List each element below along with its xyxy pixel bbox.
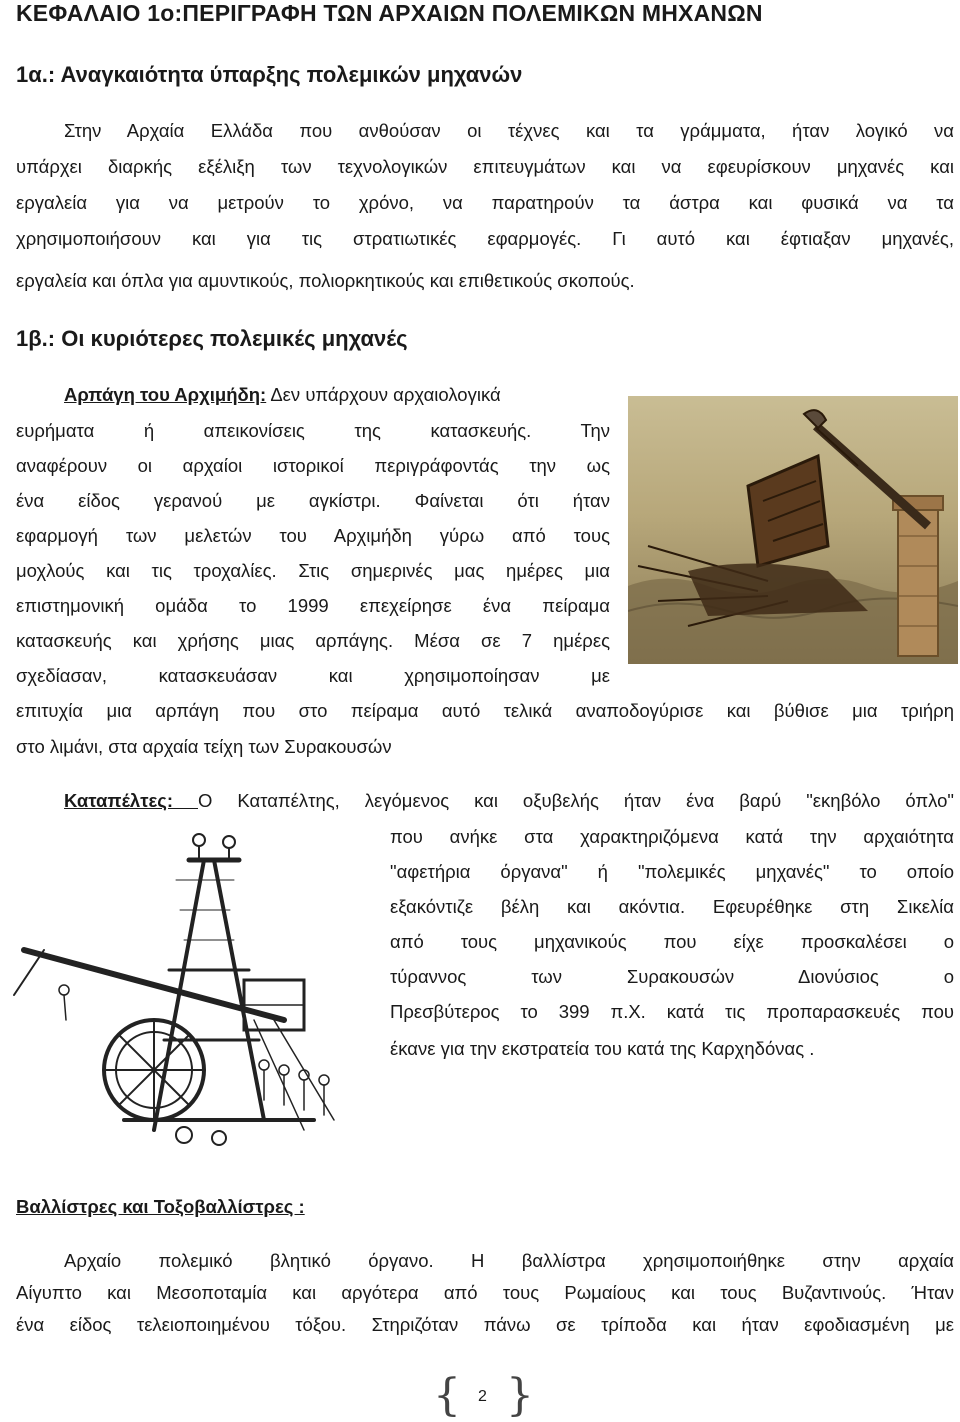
ballista-heading	[16, 1196, 305, 1218]
claw-line: στο λιμάνι, στα αρχαία τείχη των Συρακουσών	[16, 736, 392, 757]
catapult-line: που ανήκε στα χαρακτηριζόμενα κατά την αρχαιότητα	[390, 826, 954, 847]
claw-line: αναφέρουν οι αρχαίοι ιστορικοί περιγράφοντάς την ως	[16, 455, 610, 476]
claw-term: Αρπάγη του Αρχιμήδη:	[64, 384, 267, 405]
claw-line: μοχλούς και τις τροχαλίες. Στις σημερινές μας ημέρες μια	[16, 560, 610, 581]
catapult-line: τύραννος των Συρακουσών Διονύσιος ο	[390, 966, 954, 987]
chapter-title: ΚΕΦΑΛΑΙΟ 1ο:ΠΕΡΙΓΡΑΦΗ ΤΩΝ ΑΡΧΑΙΩΝ ΠΟΛΕΜΙΚΩΝ ΜΗΧΑΝΩΝ	[16, 0, 763, 26]
ballista-line: ένα είδος τελειοποιημένου τόξου. Στηριζόταν πάνω σε τρίποδα και ήταν εφοδιασμένη με	[16, 1314, 954, 1335]
catapult-illustration	[4, 820, 374, 1150]
catapult-line: "αφετήρια όργανα" ή "πολεμικές μηχανές" το οποίο	[390, 861, 954, 882]
catapult-first-line	[64, 790, 954, 812]
claw-line: σχεδίασαν, κατασκευάσαν και χρησιμοποίησαν με	[16, 665, 610, 686]
section-1a-line: Στην Αρχαία Ελλάδα που ανθούσαν οι τέχνες και τα γράμματα, ήταν λογικό να	[64, 120, 954, 141]
catapult-line: εξακόντιζε βέλη και ακόντια. Εφευρέθηκε στη Σικελία	[390, 896, 954, 917]
section-1b-heading: 1β.: Οι κυριότερες πολεμικές μηχανές	[16, 326, 408, 351]
claw-line: κατασκευής και χρήσης μιας αρπάγης. Μέσα σε 7 ημέρες	[16, 630, 610, 651]
ballista-term: Βαλλίστρες και Τοξοβαλλίστρες :	[16, 1196, 305, 1217]
ballista-line: Αρχαίο πολεμικό βλητικό όργανο. Η βαλλίστρα χρησιμοποιήθηκε στην αρχαία	[64, 1250, 954, 1271]
section-1a-line: εργαλεία και όπλα για αμυντικούς, πολιορκητικούς και επιθετικούς σκοπούς.	[16, 270, 635, 291]
claw-first-line	[64, 384, 501, 406]
section-1a-heading: 1α.: Αναγκαιότητα ύπαρξης πολεμικών μηχανών	[16, 62, 523, 87]
footer-left-brace-icon: {	[433, 1370, 461, 1421]
page-number: 2	[478, 1388, 487, 1405]
claw-line: ευρήματα ή απεικονίσεις της κατασκευής. Την	[16, 420, 610, 441]
claw-line: ένα είδος γερανού με αγκίστρι. Φαίνεται ότι ήταν	[16, 490, 610, 511]
claw-line: επιτυχία μια αρπάγη που στο πείραμα αυτό τελικά αναποδογύρισε και βύθισε μια τριήρη	[16, 700, 954, 721]
claw-illustration	[628, 396, 958, 664]
ballista-line: Αίγυπτο και Μεσοποταμία και αργότερα από τους Ρωμαίους και τους Βυζαντινούς. Ήταν	[16, 1282, 954, 1303]
catapult-line: έκανε για την εκστρατεία του κατά της Καρχηδόνας .	[390, 1038, 815, 1059]
section-1a-line: χρησιμοποιήσουν και για τις στρατιωτικές εφαρμογές. Γι αυτό και έφτιαξαν μηχανές,	[16, 228, 954, 249]
section-1a-line: υπάρχει διαρκής εξέλιξη των τεχνολογικών επιτευγμάτων και να εφευρίσκουν μηχανές και	[16, 156, 954, 177]
claw-line: Δεν υπάρχουν αρχαιολογικά	[266, 384, 501, 405]
catapult-term: Καταπέλτες:	[64, 790, 198, 811]
catapult-line: Πρεσβύτερος το 399 π.Χ. κατά τις προπαρασκευές που	[390, 1001, 954, 1022]
claw-line: εφαρμογή των μελετών του Αρχιμήδη γύρω από τους	[16, 525, 610, 546]
catapult-line: Ο Καταπέλτης, λεγόμενος και οξυβελής ήταν ένα βαρύ "εκηβόλο όπλο"	[198, 790, 954, 811]
footer-right-brace-icon: }	[506, 1370, 534, 1421]
catapult-line: από τους μηχανικούς που είχε προσκαλέσει ο	[390, 931, 954, 952]
section-1a-line: εργαλεία για να μετρούν το χρόνο, να παρατηρούν τα άστρα και φυσικά να τα	[16, 192, 954, 213]
claw-line: επιστημονική ομάδα το 1999 επεχείρησε ένα πείραμα	[16, 595, 610, 616]
